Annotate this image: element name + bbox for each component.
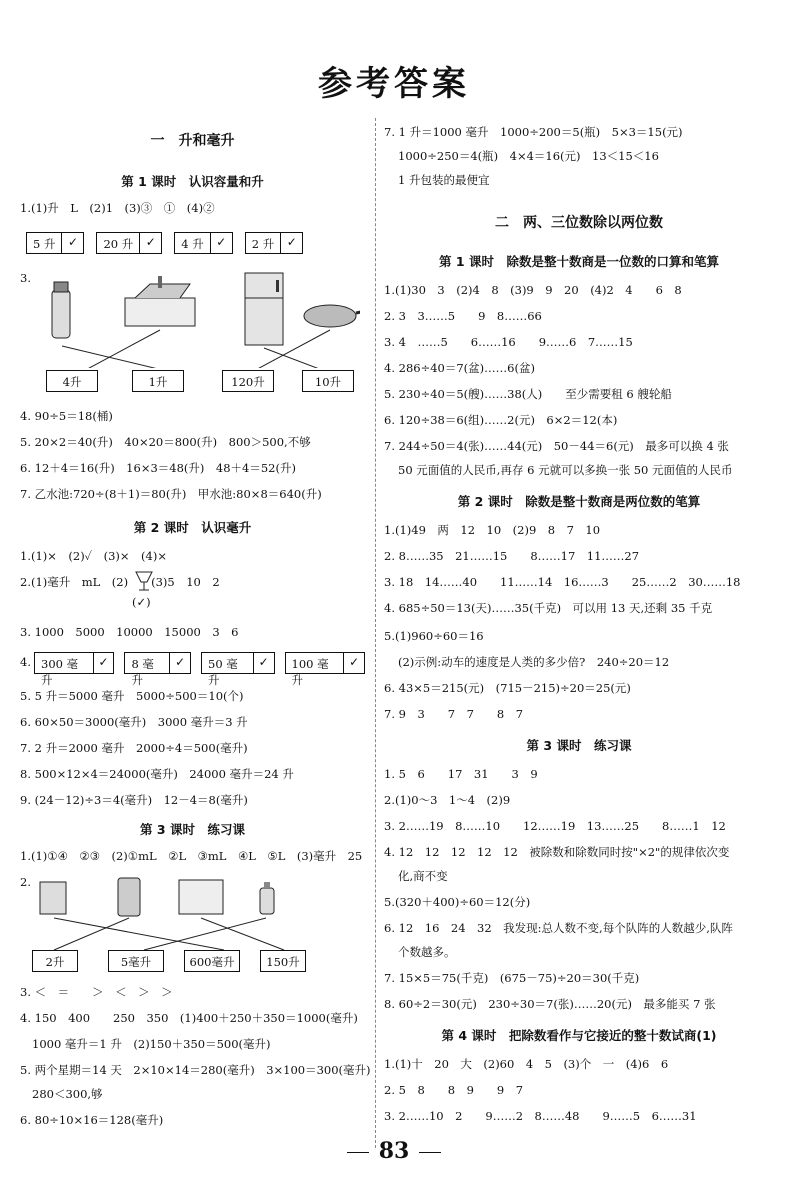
answer-line: 2.(1)毫升 mL (2) (3)5 10 2 [20, 575, 220, 589]
answer-box [201, 652, 275, 687]
page-footer [0, 1138, 788, 1164]
containers-illustration [40, 268, 360, 368]
answer-line: 50 元面值的人民币,再存 6 元就可以多换一张 50 元面值的人民币 [398, 463, 733, 477]
answer-box [285, 652, 365, 687]
answer-line: 4. 685÷50＝13(天)……35(千克) 可以用 13 天,还剩 35 千克 [384, 601, 713, 615]
answer-line: 3. ＜ ＝ ＞ ＜ ＞ ＞ [20, 985, 173, 999]
answer-box [96, 232, 162, 254]
answer-line: 7. 9 3 7 7 8 7 [384, 707, 524, 721]
answer-box [124, 652, 191, 687]
answer-box-row [26, 232, 303, 254]
question-label: 3. [20, 271, 31, 285]
answer-line: 1000 毫升＝1 升 (2)150＋350＝500(毫升) [32, 1037, 271, 1051]
box-label: 2 升 [251, 237, 275, 251]
lesson-title: 第 1 课时 认识容量和升 [121, 174, 264, 189]
box-label: 4 升 [181, 237, 204, 251]
answer-line: 7. 乙水池:720÷(8＋1)＝80(升) 甲水池:80×8＝640(升) [20, 487, 322, 501]
answer-line: 3. 2……10 2 9……2 8……48 9……5 6……31 [384, 1109, 697, 1123]
answer-line: 4. 12 12 12 12 12 被除数和除数同时按"×2"的规律依次变 [384, 845, 730, 859]
check-icon: ✓ [139, 233, 161, 253]
answer-line: 7. 2 升＝2000 毫升 2000÷4＝500(毫升) [20, 741, 248, 755]
frying-pan-icon [304, 305, 360, 327]
answer-line: 6. 80÷10×16＝128(毫升) [20, 1113, 164, 1127]
answer-line: 5. 5 升＝5000 毫升 5000÷500＝10(个) [20, 689, 244, 703]
check-icon: ✓ [280, 233, 302, 253]
answer-line: 1. 5 6 17 31 3 9 [384, 767, 538, 781]
check-icon: ✓ [93, 653, 114, 673]
answer-line: 1.(1)①④ ②③ (2)①mL ②L ③mL ④L ⑤L (3)毫升 25 [20, 849, 363, 863]
answer-line: 6. 60×50＝3000(毫升) 3000 毫升＝3 升 [20, 715, 248, 729]
answer-line: 280＜300,够 [32, 1087, 103, 1101]
check-icon: ✓ [343, 653, 364, 673]
capacity-box: 10升 [302, 370, 354, 392]
answer-line: 4. 90÷5＝18(桶) [20, 409, 113, 423]
page-title: 参考答案 [318, 64, 470, 104]
fish-tank-icon [179, 880, 223, 914]
lesson-title: 第 2 课时 除数是整十数商是两位数的笔算 [457, 494, 701, 509]
answer-line: 2. 8……35 21……15 8……17 11……27 [384, 549, 640, 563]
box-label: 8 毫升 [131, 657, 154, 687]
check-icon: ✓ [169, 653, 190, 673]
lesson-title: 第 3 课时 练习课 [140, 822, 245, 837]
lesson-title: 第 1 课时 除数是整十数商是一位数的口算和笔算 [439, 254, 719, 269]
jar-icon [118, 878, 140, 916]
answer-line: 2.(1)0～3 1～4 (2)9 [384, 793, 511, 807]
answer-box-row [34, 652, 365, 687]
answer-line: 3. 4 ……5 6……16 9……6 7……15 [384, 335, 633, 349]
footer-dash [347, 1152, 369, 1153]
lesson-title: 第 3 课时 练习课 [526, 738, 632, 753]
glass-check-mark: (✓) [132, 595, 151, 609]
box-label: 50 毫升 [208, 657, 238, 687]
answer-line: 5. 两个星期＝14 天 2×10×14＝280(毫升) 3×100＝300(毫升) [20, 1063, 371, 1077]
answer-line: (2)示例:动车的速度是人类的多少倍? 240÷20＝12 [398, 655, 670, 669]
question-label: 4. [20, 655, 31, 669]
answer-line: 6. 120÷38＝6(组)……2(元) 6×2＝12(本) [384, 413, 618, 427]
lesson-title: 第 2 课时 认识毫升 [133, 520, 252, 535]
answer-box [34, 652, 114, 687]
containers-illustration [34, 874, 364, 954]
unit-title: 一 升和毫升 [150, 133, 235, 149]
box-label: 100 毫升 [291, 657, 329, 687]
check-icon: ✓ [253, 653, 274, 673]
answer-box [174, 232, 232, 254]
capacity-box: 120升 [222, 370, 274, 392]
answer-line: 1.(1)49 两 12 10 (2)9 8 7 10 [384, 523, 601, 537]
bottle-icon [260, 882, 274, 914]
box-label: 20 升 [103, 237, 134, 251]
box-label: 300 毫升 [41, 657, 79, 687]
answer-line: 1.(1)× (2)✓ (3)× (4)× [20, 549, 167, 563]
answer-line: 3. 18 14……40 11……14 16……3 25……2 30……18 [384, 575, 741, 589]
answer-line: 9. (24－12)÷3＝4(毫升) 12－4＝8(毫升) [20, 793, 248, 807]
answer-line: 3. 2……19 8……10 12……19 13……25 8……1 12 [384, 819, 726, 833]
unit-title: 二 两、三位数除以两位数 [495, 215, 663, 231]
answer-line: 1000÷250＝4(瓶) 4×4＝16(元) 13＜15＜16 [398, 149, 659, 163]
capacity-box: 4升 [46, 370, 98, 392]
answer-box [26, 232, 84, 254]
answer-line: 个数越多。 [398, 945, 456, 959]
answer-line: 4. 150 400 250 350 (1)400＋250＋350＝1000(毫升) [20, 1011, 358, 1025]
thermos-icon [52, 282, 70, 338]
page-number: 83 [378, 1138, 410, 1164]
lesson-title: 第 4 课时 把除数看作与它接近的整十数试商(1) [441, 1028, 717, 1043]
answer-line: 5. 20×2＝40(升) 40×20＝800(升) 800＞500,不够 [20, 435, 311, 449]
capacity-box: 5毫升 [108, 950, 164, 972]
capacity-box: 2升 [32, 950, 78, 972]
capacity-box: 600毫升 [184, 950, 240, 972]
answer-line: 5.(1)960÷60＝16 [384, 629, 484, 643]
bucket-icon [40, 882, 66, 914]
answer-line: 7. 244÷50＝4(张)……44(元) 50－44＝6(元) 最多可以换 4 张 [384, 439, 729, 453]
answer-line: 4. 286÷40＝7(盆)……6(盆) [384, 361, 535, 375]
check-icon: ✓ [61, 233, 83, 253]
answer-box [245, 232, 303, 254]
answer-line: 5.(320＋400)÷60＝12(分) [384, 895, 531, 909]
answer-line: 8. 60÷2＝30(元) 230÷30＝7(张)……20(元) 最多能买 7 张 [384, 997, 716, 1011]
wine-glass-icon [132, 570, 156, 596]
refrigerator-icon [245, 273, 283, 345]
answer-line: 8. 500×12×4＝24000(毫升) 24000 毫升＝24 升 [20, 767, 294, 781]
answer-line: 化,商不变 [398, 869, 448, 883]
answer-line: 2. 5 8 8 9 9 7 [384, 1083, 524, 1097]
answer-line: 3. 1000 5000 10000 15000 3 6 [20, 625, 239, 639]
answer-line: 1.(1)十 20 大 (2)60 4 5 (3)个 一 (4)6 6 [384, 1057, 669, 1071]
answer-line: 1 升包装的最便宜 [398, 173, 490, 187]
footer-dash [419, 1152, 441, 1153]
capacity-box: 1升 [132, 370, 184, 392]
answer-line: 6. 12 16 24 32 我发现:总人数不变,每个队阵的人数越少,队阵 [384, 921, 733, 935]
answer-line: 5. 230÷40＝5(艘)……38(人) 至少需要租 6 艘轮船 [384, 387, 672, 401]
question-label: 2. [20, 875, 31, 889]
column-divider [375, 118, 376, 1148]
capacity-box: 150升 [260, 950, 306, 972]
answer-line: 7. 15×5＝75(千克) (675－75)÷20＝30(千克) [384, 971, 640, 985]
answer-line: 7. 1 升＝1000 毫升 1000÷200＝5(瓶) 5×3＝15(元) [384, 125, 683, 139]
sink-icon [125, 276, 195, 326]
answer-line: 2. 3 3……5 9 8……66 [384, 309, 542, 323]
answer-line: 6. 12＋4＝16(升) 16×3＝48(升) 48＋4＝52(升) [20, 461, 296, 475]
answer-line: 6. 43×5＝215(元) (715－215)÷20＝25(元) [384, 681, 631, 695]
box-label: 5 升 [33, 237, 56, 251]
check-icon: ✓ [210, 233, 232, 253]
answer-line: 1.(1)升 L (2)1 (3)③ ① (4)② [20, 201, 215, 215]
answer-line: 1.(1)30 3 (2)4 8 (3)9 9 20 (4)2 4 6 8 [384, 283, 682, 297]
